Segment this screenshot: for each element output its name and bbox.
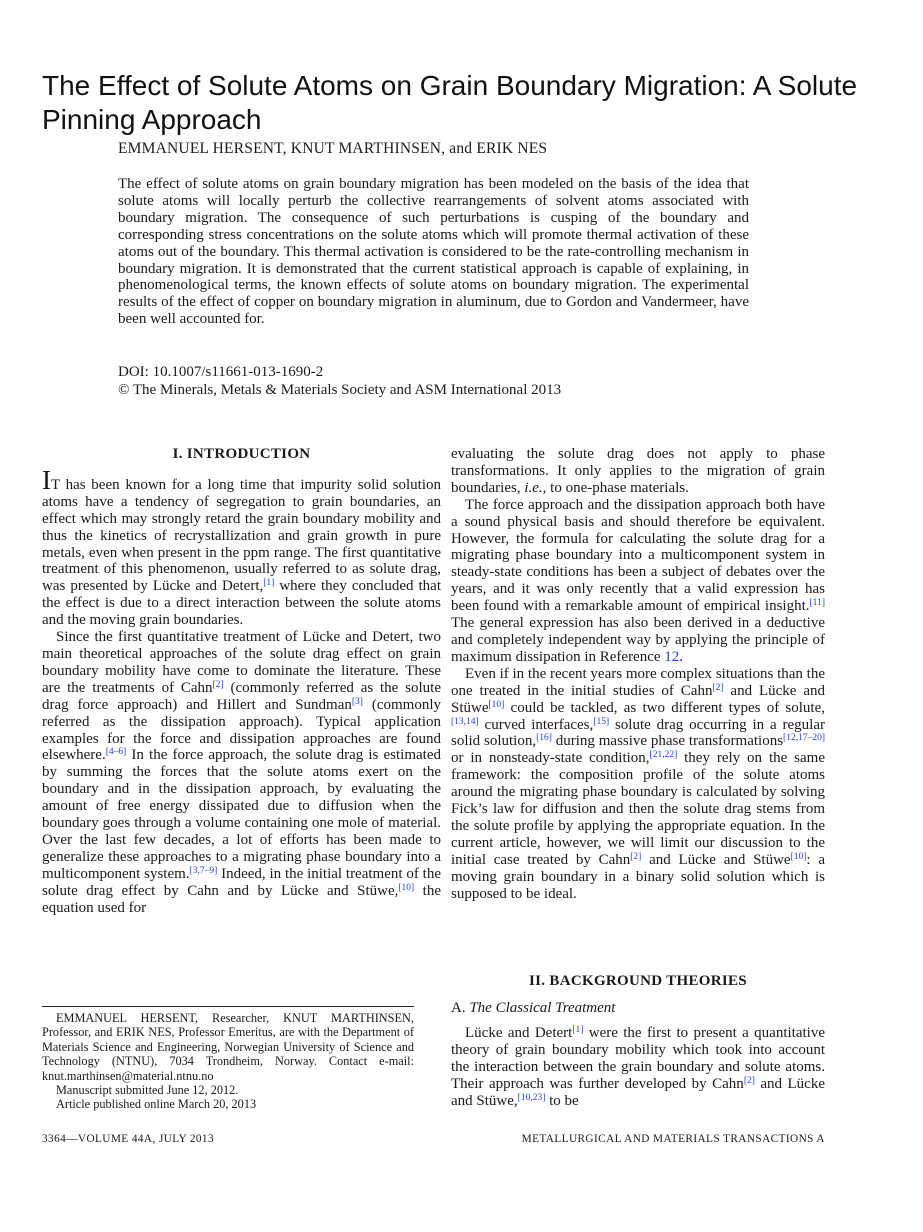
author-list: EMMANUEL HERSENT, KNUT MARTHINSEN, and ERIK NES <box>118 140 548 157</box>
citation[interactable]: [10] <box>488 699 505 710</box>
footnote <box>42 1011 414 1112</box>
subsection-heading: A. The Classical Treatment <box>451 1000 616 1016</box>
left-column <box>42 446 441 916</box>
section-heading-background: II. BACKGROUND THEORIES <box>529 973 747 989</box>
citation[interactable]: [4–6] <box>105 747 127 758</box>
intro-paragraph-5: Even if in the recent years more complex situations than the one treated in the initial studies of Cahn[2] and Lücke and Stüwe[10] could be tackled, as two different types of solute,[13,14] curved interfaces,[15] solute drag occurring in a regular solid solution,[16] during massive phase transformations[12,17–20] or in nonsteady-state condition,[21,22] they rely on the same framework: the composition profile of the solute atoms around the migrating phase boundary is calculated by solving Fick’s law for diffusion and then the solute drag stems from the solute profile by applying the appropriate equation. In the current article, however, we will limit our discussion to the initial case treated by Cahn[2] and Lücke and Stüwe[10]: a moving grain boundary in a binary solid solution which is supposed to be ideal. <box>451 665 825 902</box>
paper-title: The Effect of Solute Atoms on Grain Boundary Migration: A Solute Pinning Approach <box>42 69 858 135</box>
citation[interactable]: [16] <box>536 733 552 744</box>
citation[interactable]: [10] <box>790 851 807 862</box>
citation[interactable]: [12,17–20] <box>783 733 825 744</box>
citation[interactable]: [2] <box>630 851 642 862</box>
citation[interactable]: [3,7–9] <box>189 865 218 876</box>
intro-paragraph-2: Since the first quantitative treatment of Lücke and Detert, two main theoretical approaches of the solute drag effect on grain boundary mobility have come to dominate the literature. These are the treatments of Cahn[2] (commonly referred as the solute drag force approach) and Hillert and Sundman[3] (commonly referred as the dissipation approach). Typical application examples for the force and dissipation approaches are found elsewhere.[4–6] In the force approach, the solute drag is estimated by summing the forces that the solute atoms exert on the boundary and in the dissipation approach, by evaluating the amount of free energy dissipated due to diffusion when the boundary goes through a volume containing one mole of material. Over the last few decades, a lot of efforts has been made to generalize these approaches to a migrating phase boundary into a multicomponent system.[3,7–9] Indeed, in the initial treatment of the solute drag effect by Cahn and by Lücke and Stüwe,[10] the equation used for <box>42 629 442 916</box>
footer-right: METALLURGICAL AND MATERIALS TRANSACTIONS A <box>521 1133 825 1145</box>
citation[interactable]: [13,14] <box>451 716 479 727</box>
publication-info <box>118 363 561 399</box>
citation[interactable]: [10,23] <box>517 1092 546 1103</box>
citation[interactable]: [1] <box>572 1025 584 1035</box>
drop-cap: I <box>42 464 51 495</box>
citation[interactable]: [21,22] <box>649 750 678 761</box>
citation[interactable]: [11] <box>809 598 825 609</box>
copyright-notice: © The Minerals, Metals & Materials Society and ASM International 2013 <box>118 382 562 398</box>
citation[interactable]: [2] <box>212 679 224 690</box>
footnote-divider <box>42 1006 414 1007</box>
citation[interactable]: [2] <box>743 1075 755 1086</box>
footer-left: 3364—VOLUME 44A, JULY 2013 <box>42 1133 215 1145</box>
publication-date: Article published online March 20, 2013 <box>56 1097 257 1112</box>
citation[interactable]: [10] <box>398 882 415 893</box>
intro-paragraph-1: IT has been known for a long time that impurity solid solution atoms have a tendency of segregation to grain boundaries, an effect which may strongly retard the grain boundary mobility and thus the kinetics of recrystallization and grain growth in pure metals, even when present in the ppm range. The first quantitative treatment of this phenomenon, usually referred to as solute drag, was presented by Lücke and Detert,[1] where they concluded that the effect is due to a direct interaction between the solute atoms and the moving grain boundaries. <box>42 464 441 629</box>
submission-date: Manuscript submitted June 12, 2012. <box>56 1083 239 1098</box>
citation[interactable]: [1] <box>263 578 275 589</box>
intro-paragraph-4: The force approach and the dissipation approach both have a sound physical basis and should therefore be equivalent. However, the formula for calculating the solute drag for a migrating phase boundary into a multicomponent system in steady-state conditions has been a subject of debates over the years, and it was only recently that a valid expression has been found with a remarkable amount of empirical insight.[11] The general expression has also been derived in a deductive and completely independent way by applying the principle of maximum dissipation in Reference 12. <box>451 496 825 665</box>
reference-link[interactable]: 12 <box>664 648 680 665</box>
citation[interactable]: [3] <box>351 696 363 707</box>
background-text <box>451 1025 825 1110</box>
background-paragraph-1: Lücke and Detert[1] were the first to present a quantitative theory of grain boundary mobility which took into account the interaction between the grain boundary and solute atoms. Their approach was further developed by Cahn[2] and Lücke and Stüwe,[10,23] to be <box>451 1025 825 1109</box>
citation[interactable]: [2] <box>712 682 724 693</box>
citation[interactable]: [15] <box>593 716 610 727</box>
author-affiliation: EMMANUEL HERSENT, Researcher, KNUT MARTHINSEN, Professor, and ERIK NES, Professor Emeritus, are with the Department of Materials Science and Engineering, Norwegian University of Science and Technology (NTNU), 7034 Trondheim, Norway. Contact e-mail: knut.marthinsen@material.ntnu.no <box>42 1011 414 1083</box>
abstract: The effect of solute atoms on grain boundary migration has been modeled on the basis of the idea that solute atoms will locally perturb the collective rearrangements of solvent atoms associated with boundary migration. The consequence of such perturbations is cusping of the boundary and corresponding stress concentrations on the solute atoms which will promote thermal activation of these atoms out of the boundary. This thermal activation is considered to be the rate-controlling mechanism in boundary migration. It is demonstrated that the current statistical approach is capable of explaining, in phenomenological terms, the known effects of solute atoms on boundary migration. The experimental results of the effect of copper on boundary migration in aluminum, due to Gordon and Vandermeer, have been well accounted for. <box>118 176 749 328</box>
intro-paragraph-3: evaluating the solute drag does not apply to phase transformations. It only applies to the migration of grain boundaries, i.e., to one-phase materials. <box>451 446 825 496</box>
doi-link[interactable]: DOI: 10.1007/s11661-013-1690-2 <box>118 364 324 380</box>
section-heading-introduction: I. INTRODUCTION <box>172 446 311 462</box>
right-column <box>451 446 825 902</box>
